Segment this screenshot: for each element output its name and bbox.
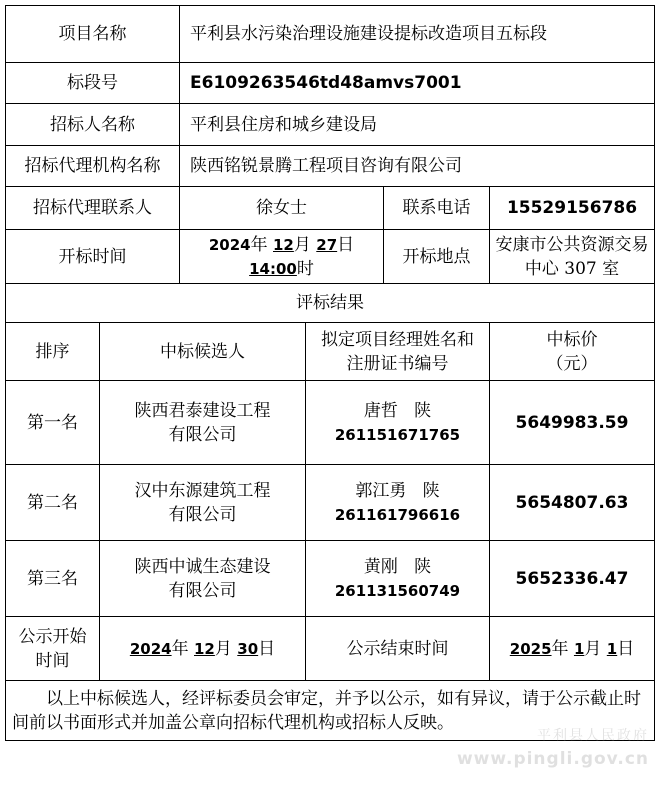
agency-value: 陕西铭锐景腾工程项目咨询有限公司 bbox=[180, 146, 655, 187]
candidate-manager: 郭江勇 陕 261161796616 bbox=[306, 465, 490, 541]
row-section-no bbox=[6, 63, 655, 104]
row-agency bbox=[6, 146, 655, 187]
section-no-label: 标段号 bbox=[6, 63, 180, 104]
result-title: 评标结果 bbox=[6, 284, 655, 323]
row-publicity bbox=[6, 617, 655, 681]
open-place-value: 安康市公共资源交易 中心 307 室 bbox=[490, 230, 655, 284]
row-result-title bbox=[6, 284, 655, 323]
candidate-rank: 第二名 bbox=[6, 465, 100, 541]
candidate-company: 汉中东源建筑工程 有限公司 bbox=[100, 465, 306, 541]
notice-text: 以上中标候选人，经评标委员会审定，并予以公示，如有异议，请于公示截止时间前以书面形式并加盖公章向招标代理机构或招标人反映。 bbox=[6, 681, 655, 741]
candidate-manager: 黄刚 陕 261131560749 bbox=[306, 541, 490, 617]
phone-value: 15529156786 bbox=[490, 187, 655, 230]
phone-label: 联系电话 bbox=[384, 187, 490, 230]
contact-label: 招标代理联系人 bbox=[6, 187, 180, 230]
publicity-end-value: 2025年 1月 1日 bbox=[490, 617, 655, 681]
header-manager: 拟定项目经理姓名和 注册证书编号 bbox=[306, 323, 490, 381]
row-contact bbox=[6, 187, 655, 230]
candidate-manager: 唐哲 陕 261151671765 bbox=[306, 381, 490, 465]
agency-label: 招标代理机构名称 bbox=[6, 146, 180, 187]
project-name-value: 平利县水污染治理设施建设提标改造项目五标段 bbox=[180, 6, 655, 63]
header-candidate: 中标候选人 bbox=[100, 323, 306, 381]
publicity-end-label: 公示结束时间 bbox=[306, 617, 490, 681]
watermark-site-name: 平利县人民政府 bbox=[537, 728, 649, 744]
tenderer-value: 平利县住房和城乡建设局 bbox=[180, 104, 655, 146]
candidate-rank: 第三名 bbox=[6, 541, 100, 617]
candidate-rank: 第一名 bbox=[6, 381, 100, 465]
publicity-start-label: 公示开始 时间 bbox=[6, 617, 100, 681]
row-project-name bbox=[6, 6, 655, 63]
bid-result-table bbox=[5, 5, 655, 741]
project-name-label: 项目名称 bbox=[6, 6, 180, 63]
header-rank: 排序 bbox=[6, 323, 100, 381]
watermark-url: www.pingli.gov.cn bbox=[456, 749, 649, 769]
tenderer-label: 招标人名称 bbox=[6, 104, 180, 146]
contact-value: 徐女士 bbox=[180, 187, 384, 230]
publicity-start-value: 2024年 12月 30日 bbox=[100, 617, 306, 681]
open-place-label: 开标地点 bbox=[384, 230, 490, 284]
candidate-company: 陕西中诚生态建设 有限公司 bbox=[100, 541, 306, 617]
open-time-label: 开标时间 bbox=[6, 230, 180, 284]
header-price: 中标价 （元） bbox=[490, 323, 655, 381]
table-row bbox=[6, 541, 655, 617]
site-watermark bbox=[455, 721, 655, 781]
row-result-headers bbox=[6, 323, 655, 381]
candidate-company: 陕西君泰建设工程 有限公司 bbox=[100, 381, 306, 465]
table-row bbox=[6, 381, 655, 465]
candidate-price: 5649983.59 bbox=[490, 381, 655, 465]
candidate-price: 5652336.47 bbox=[490, 541, 655, 617]
row-open-time bbox=[6, 230, 655, 284]
open-time-value: 2024年 12月 27日 14:00时 bbox=[180, 230, 384, 284]
table-row bbox=[6, 465, 655, 541]
section-no-value: E6109263546td48amvs7001 bbox=[180, 63, 655, 104]
candidate-price: 5654807.63 bbox=[490, 465, 655, 541]
row-tenderer bbox=[6, 104, 655, 146]
